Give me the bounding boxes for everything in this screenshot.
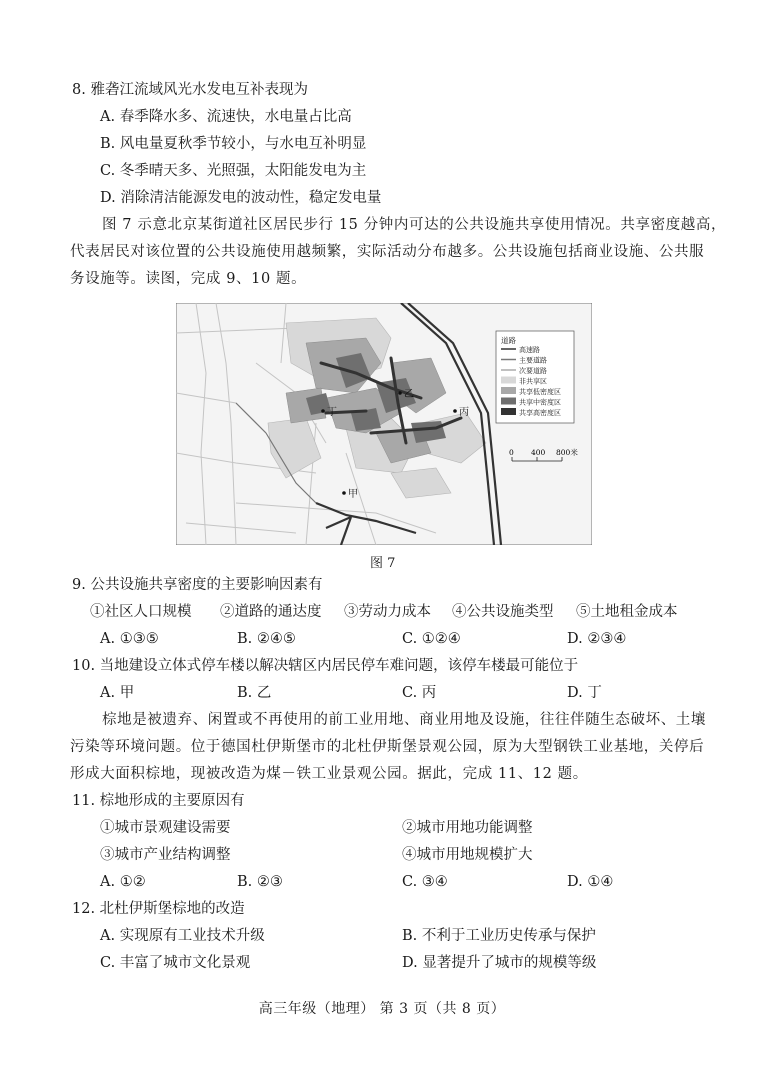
q9-item-4: ④公共设施类型	[452, 604, 554, 620]
q9-item-3: ③劳动力成本	[344, 604, 431, 620]
q11-option-b: B. ②③	[237, 874, 283, 890]
q12-option-c: C. 丰富了城市文化景观	[100, 955, 251, 971]
point-jia-label: 甲	[348, 489, 358, 500]
q10-option-a: A. 甲	[100, 685, 135, 701]
legend-swatch	[501, 387, 516, 394]
q8-option-d: D. 消除清洁能源发电的波动性，稳定发电量	[100, 190, 382, 206]
q11-item-3: ③城市产业结构调整	[100, 847, 231, 863]
legend-swatch	[501, 408, 516, 415]
scale-label-400: 400	[531, 448, 546, 457]
legend-label: 高速路	[519, 346, 540, 354]
q12-option-d: D. 显著提升了城市的规模等级	[402, 955, 597, 971]
q11-option-c: C. ③④	[402, 874, 448, 890]
q9-item-2: ②道路的通达度	[220, 604, 322, 620]
q9-stem: 9. 公共设施共享密度的主要影响因素有	[72, 577, 323, 593]
figure7-map	[176, 303, 592, 545]
q10-stem: 10. 当地建设立体式停车楼以解决辖区内居民停车难问题，该停车楼最可能位于	[72, 658, 579, 674]
q8-option-c: C. 冬季晴天多、光照强，太阳能发电为主	[100, 163, 367, 179]
q12-option-a: A. 实现原有工业技术升级	[100, 928, 265, 944]
q9-item-1: ①社区人口规模	[90, 604, 192, 620]
legend-title: 道路	[501, 336, 516, 345]
scale-label-0: 0	[509, 448, 514, 457]
point-bing-label: 丙	[459, 407, 469, 418]
passage2-line3: 形成大面积棕地，现被改造为煤－铁工业景观公园。据此，完成 11、12 题。	[70, 766, 588, 782]
legend-label: 主要道路	[519, 356, 547, 365]
q11-item-2: ②城市用地功能调整	[402, 820, 533, 836]
legend-swatch	[501, 377, 516, 384]
q9-option-b: B. ②④⑤	[237, 631, 296, 647]
passage1-line1: 图 7 示意北京某街道社区居民步行 15 分钟内可达的公共设施共享使用情况。共享密度越高，	[102, 217, 727, 233]
point-yi-label: 乙	[404, 389, 414, 400]
q10-option-c: C. 丙	[402, 685, 437, 701]
legend-label: 共享低密度区	[519, 388, 561, 396]
q11-stem: 11. 棕地形成的主要原因有	[72, 793, 245, 809]
passage2-line2: 污染等环境问题。位于德国杜伊斯堡市的北杜伊斯堡景观公园，原为大型钢铁工业基地，关停后	[70, 739, 705, 755]
legend-swatch	[501, 398, 516, 405]
q10-option-b: B. 乙	[237, 685, 272, 701]
legend-label: 非共享区	[519, 377, 547, 386]
q10-option-d: D. 丁	[567, 685, 602, 701]
legend-label: 次要道路	[519, 367, 547, 375]
q11-item-1: ①城市景观建设需要	[100, 820, 231, 836]
point-ding-marker	[321, 409, 325, 413]
point-yi-marker	[398, 391, 402, 395]
q9-option-d: D. ②③④	[567, 631, 627, 647]
q11-option-a: A. ①②	[100, 874, 146, 890]
scale-label-800: 800米	[556, 448, 578, 457]
point-ding-label: 丁	[327, 407, 337, 418]
q8-stem: 8. 雅砻江流域风光水发电互补表现为	[72, 82, 308, 98]
q11-option-d: D. ①④	[567, 874, 614, 890]
legend-label: 共享中密度区	[519, 398, 561, 407]
q12-option-b: B. 不利于工业历史传承与保护	[402, 928, 596, 944]
point-jia-marker	[342, 491, 346, 495]
q9-option-a: A. ①③⑤	[100, 631, 159, 647]
passage1-line2: 代表居民对该位置的公共设施使用越频繁，实际活动分布越多。公共设施包括商业设施、公共服	[70, 244, 705, 260]
figure-caption: 图 7	[370, 556, 396, 571]
passage1-line3: 务设施等。读图，完成 9、10 题。	[70, 271, 307, 287]
point-bing-marker	[453, 409, 457, 413]
legend-label: 共享高密度区	[519, 409, 561, 417]
q8-option-b: B. 风电量夏秋季节较小，与水电互补明显	[100, 136, 367, 152]
q11-item-4: ④城市用地规模扩大	[402, 847, 533, 863]
q9-option-c: C. ①②④	[402, 631, 461, 647]
q9-item-5: ⑤土地租金成本	[576, 604, 678, 620]
passage2-line1: 棕地是被遗弃、闲置或不再使用的前工业用地、商业用地及设施，往往伴随生态破坏、土壤	[102, 712, 706, 728]
q12-stem: 12. 北杜伊斯堡棕地的改造	[72, 901, 245, 917]
page-footer: 高三年级（地理） 第 3 页（共 8 页）	[258, 1001, 506, 1017]
q8-option-a: A. 春季降水多、流速快，水电量占比高	[100, 109, 352, 125]
